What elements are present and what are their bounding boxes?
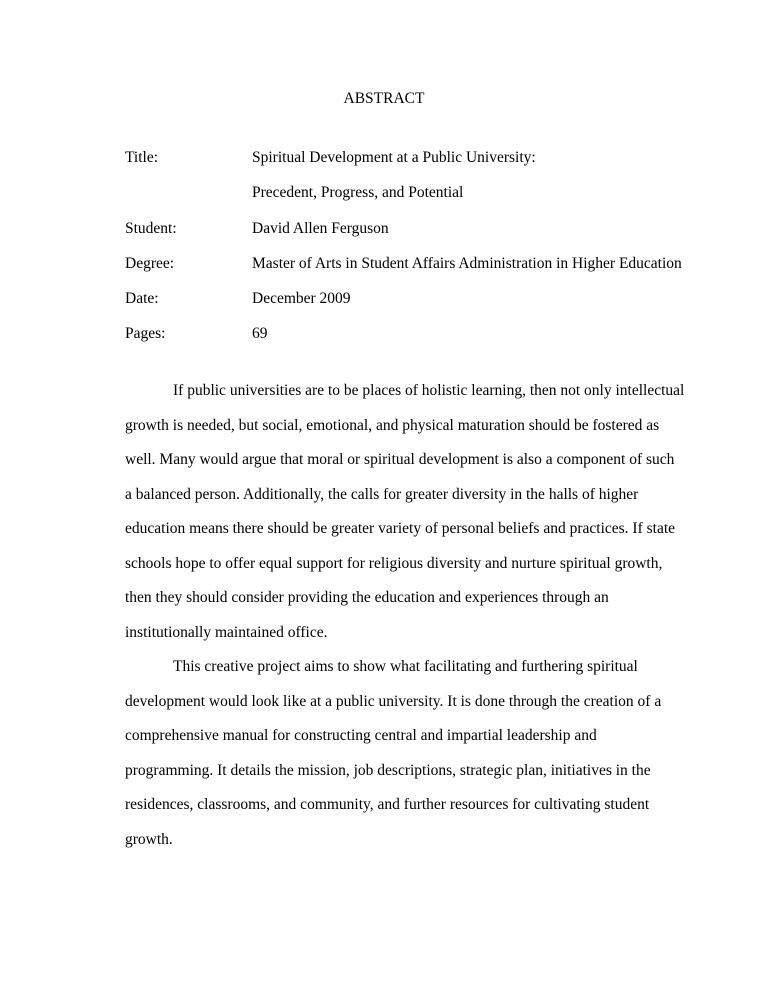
- paragraph-line: This creative project aims to show what facilitating and furthering spiritual: [173, 658, 638, 675]
- title-value-line-2: Precedent, Progress, and Potential: [252, 184, 464, 201]
- pages-value: 69: [252, 325, 268, 342]
- paragraph-line: well. Many would argue that moral or spiritual development is also a component of such: [125, 451, 675, 468]
- student-label: Student:: [125, 220, 177, 237]
- paragraph-line: education means there should be greater variety of personal beliefs and practices. If state: [125, 520, 676, 537]
- paragraph-line: then they should consider providing the education and experiences through an: [125, 589, 609, 606]
- paragraph-line: residences, classrooms, and community, and further resources for cultivating student: [125, 796, 650, 813]
- paragraph-line: schools hope to offer equal support for religious diversity and nurture spiritual growth,: [125, 554, 663, 572]
- date-value: December 2009: [252, 290, 351, 307]
- title-value-line-1: Spiritual Development at a Public University:: [252, 149, 536, 166]
- paragraph-line: a balanced person. Additionally, the calls for greater diversity in the halls of higher: [125, 485, 639, 503]
- paragraph-line: programming. It details the mission, job descriptions, strategic plan, initiatives in the: [125, 761, 651, 779]
- date-label: Date:: [125, 290, 159, 307]
- paragraph-line: growth is needed, but social, emotional, and physical maturation should be fostered as: [125, 416, 660, 434]
- paragraph-line: development would look like at a public university. It is done through the creation of a: [125, 692, 662, 710]
- degree-label: Degree:: [125, 255, 175, 272]
- student-value: David Allen Ferguson: [252, 220, 389, 237]
- paragraph-line: comprehensive manual for constructing central and impartial leadership and: [125, 727, 597, 744]
- abstract-heading: ABSTRACT: [343, 90, 425, 107]
- paragraph-line: If public universities are to be places of holistic learning, then not only intellectual: [173, 382, 685, 399]
- title-label: Title:: [125, 149, 159, 166]
- abstract-paragraph-2: [125, 657, 662, 864]
- paragraph-line: institutionally maintained office.: [125, 623, 328, 641]
- degree-value: Master of Arts in Student Affairs Administration in Higher Education: [252, 255, 682, 272]
- paragraph-line: growth.: [125, 830, 173, 848]
- pages-label: Pages:: [125, 325, 166, 342]
- abstract-paragraph-1: [125, 381, 685, 657]
